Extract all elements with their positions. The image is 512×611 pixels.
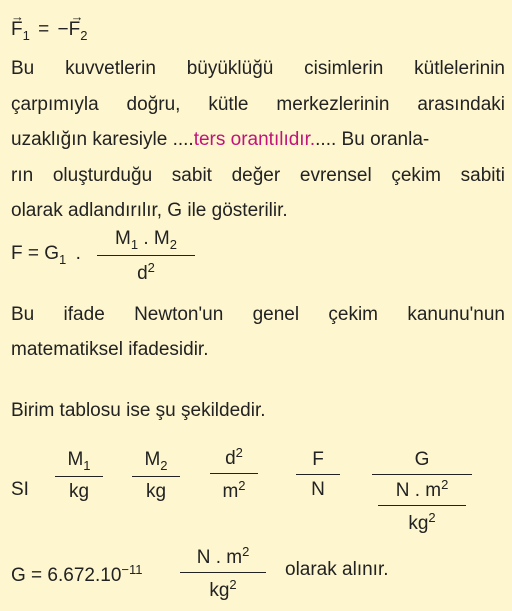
- para1-line2: çarpımıyla doğru, kütle merkezlerinin arasındaki: [11, 94, 505, 115]
- para1-line3: uzaklığın karesiyle ....ters orantılıdır..... Bu oranla-: [11, 129, 430, 150]
- f2-subscript: 2: [80, 28, 88, 43]
- formula-denominator: $d^2$: [137, 260, 155, 284]
- minus-sign: −: [57, 19, 69, 40]
- si-g-fraction: G N . $m^2$ $kg^2$: [372, 449, 472, 535]
- g-value-fraction: N . $m^2$ $kg^2$: [180, 544, 266, 602]
- para2-line1: Bu ifade Newton'un genel çekim kanunu'nun: [11, 304, 505, 325]
- g-value-lhs: $G = 6.672.10^{-11}$: [11, 562, 143, 586]
- fill-in-answer: ters orantılıdır.: [193, 129, 316, 150]
- equals-sign: =: [38, 19, 50, 40]
- vector-arrow-icon: →: [70, 9, 84, 24]
- table-intro: Birim tablosu ise şu şekildedir.: [11, 400, 266, 421]
- para1-line4: rın oluşturduğu sabit değer evrensel çekim sabiti: [11, 165, 505, 186]
- si-m1-fraction: $M_1$ kg: [55, 449, 103, 503]
- f1-subscript: 1: [22, 28, 30, 43]
- si-f-fraction: F N: [296, 449, 340, 501]
- para1-line5: olarak adlandırılır, G ile gösterilir.: [11, 200, 288, 221]
- formula-numerator: $M_1$ . $M_2$: [115, 228, 177, 252]
- si-label: SI: [11, 479, 29, 500]
- g-value-tail: olarak alınır.: [285, 559, 389, 580]
- formula-lhs: $F = G_1$ .: [11, 243, 81, 267]
- vector-equation: [11, 9, 88, 45]
- si-d2-fraction: $d^2$ $m^2$: [210, 445, 258, 503]
- f1-vector: → F: [11, 9, 24, 40]
- si-m2-fraction: $M_2$ kg: [132, 449, 180, 503]
- para1-line1: Bu kuvvetlerin büyüklüğü cisimlerin kütlelerinin: [11, 58, 505, 79]
- vector-arrow-icon: →: [11, 9, 24, 24]
- para2-line2: matematiksel ifadesidir.: [11, 339, 209, 360]
- formula-fraction: [97, 228, 195, 285]
- f2-vector: → F: [68, 9, 84, 40]
